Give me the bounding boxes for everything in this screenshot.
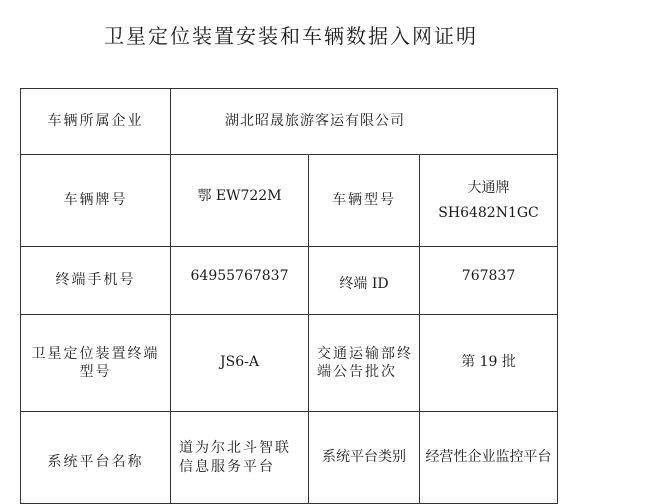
- terminal-id-label: 终端 ID: [309, 247, 420, 315]
- company-value: 湖北昭晟旅游客运有限公司: [171, 89, 558, 155]
- phone-label: 终端手机号: [21, 247, 171, 315]
- platform-name-value: [171, 412, 309, 504]
- batch-label-line1: 交通运输部终: [317, 345, 413, 362]
- batch-value: 第 19 批: [420, 315, 558, 412]
- model-value: [420, 155, 558, 247]
- row-type-batch: [21, 315, 558, 412]
- certificate-table: [20, 88, 558, 504]
- batch-label: [309, 315, 420, 412]
- platform-type-label: 系统平台类别: [309, 412, 420, 504]
- terminal-type-label-line2: 型号: [79, 364, 112, 380]
- platform-name-value-line2: 信息服务平台: [179, 458, 275, 475]
- phone-value: 64955767837: [171, 247, 309, 315]
- model-value-line1: 大通牌: [467, 180, 510, 197]
- row-platform: [21, 412, 558, 504]
- terminal-type-label: [21, 315, 171, 412]
- model-value-line2: SH6482N1GC: [438, 204, 539, 221]
- plate-label: 车辆牌号: [21, 155, 171, 247]
- terminal-id-value: 767837: [420, 247, 558, 315]
- platform-name-label: 系统平台名称: [21, 412, 171, 504]
- plate-value: 鄂 EW722M: [171, 155, 309, 247]
- platform-name-value-line1: 道为尔北斗智联: [179, 440, 291, 457]
- platform-type-value: 经营性企业监控平台: [420, 412, 558, 504]
- batch-label-line2: 端公告批次: [317, 364, 397, 380]
- model-label: 车辆型号: [309, 155, 420, 247]
- terminal-type-label-line1: 卫星定位装置终端: [31, 345, 160, 362]
- document-title: 卫星定位装置安装和车辆数据入网证明: [104, 24, 478, 48]
- terminal-type-value: JS6-A: [171, 315, 309, 412]
- row-company: [21, 89, 558, 155]
- row-plate-model: [21, 155, 558, 247]
- row-phone-id: [21, 247, 558, 315]
- company-label: 车辆所属企业: [21, 89, 171, 155]
